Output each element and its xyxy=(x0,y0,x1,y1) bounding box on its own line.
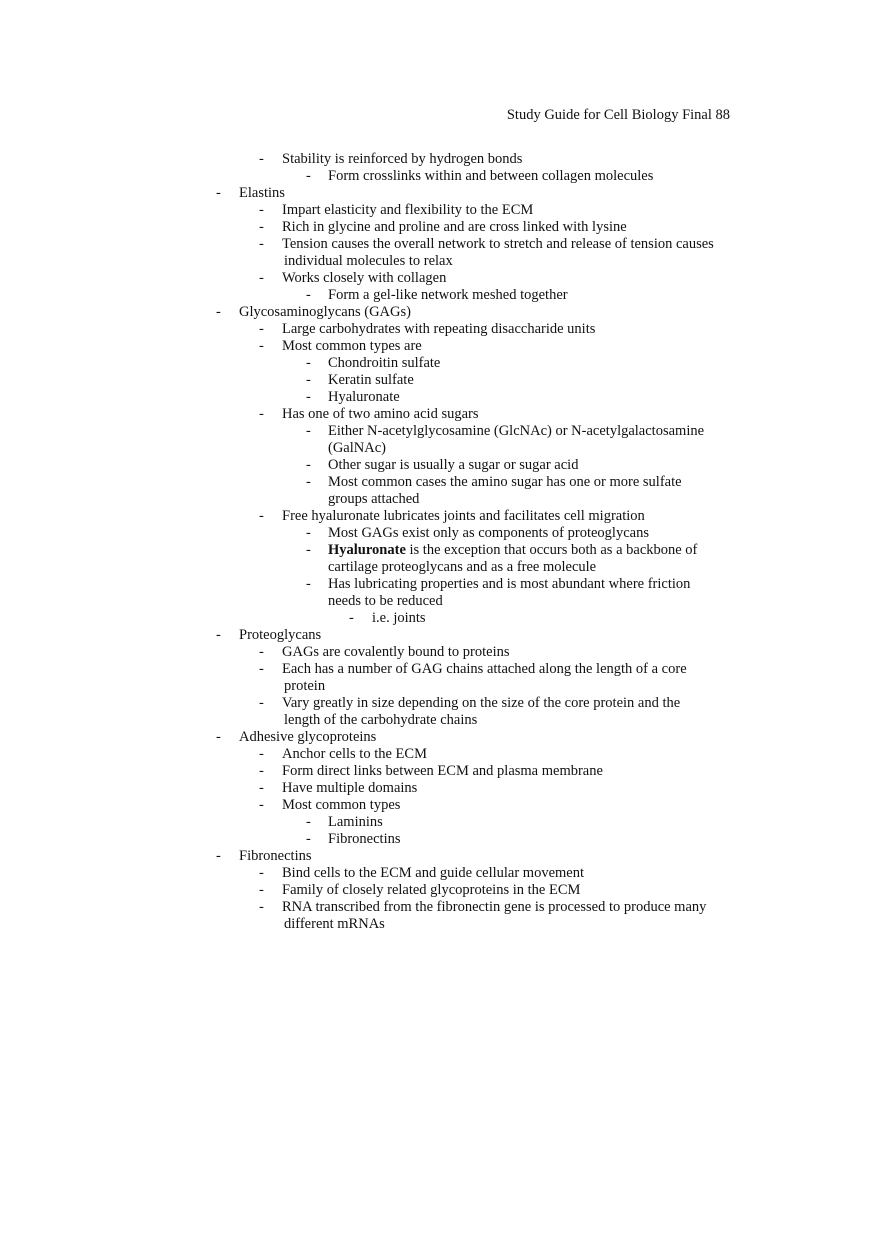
outline-item xyxy=(0,797,880,814)
outline-text: Most common cases the amino sugar has one or more sulfate xyxy=(328,474,682,490)
bullet-dash: - xyxy=(259,338,264,354)
outline-list xyxy=(0,151,880,933)
outline-text: Has one of two amino acid sugars xyxy=(282,406,479,422)
bullet-dash: - xyxy=(259,695,264,711)
outline-text: Fibronectins xyxy=(328,831,401,847)
outline-text: groups attached xyxy=(328,491,420,507)
outline-text: Bind cells to the ECM and guide cellular movement xyxy=(282,865,585,881)
outline-text: Hyaluronate xyxy=(328,389,400,405)
bullet-dash: - xyxy=(306,457,311,473)
outline-text: Family of closely related glycoproteins in the ECM xyxy=(282,882,581,898)
outline-text: Most common types xyxy=(282,797,401,813)
bullet-dash: - xyxy=(259,882,264,898)
outline-item xyxy=(0,321,880,338)
outline-item xyxy=(0,406,880,423)
outline-text: Each has a number of GAG chains attached along the length of a core xyxy=(282,661,687,677)
outline-text: protein xyxy=(284,678,326,694)
outline-item xyxy=(0,270,880,287)
bullet-dash: - xyxy=(259,899,264,915)
outline-text: Most GAGs exist only as components of proteoglycans xyxy=(328,525,649,541)
outline-item xyxy=(0,508,880,525)
outline-text: different mRNAs xyxy=(284,916,385,932)
outline-text: Most common types are xyxy=(282,338,422,354)
bullet-dash: - xyxy=(259,797,264,813)
outline-text: length of the carbohydrate chains xyxy=(284,712,478,728)
outline-item xyxy=(0,185,880,202)
outline-text: Rich in glycine and proline and are cross linked with lysine xyxy=(282,219,627,235)
outline-text: Other sugar is usually a sugar or sugar acid xyxy=(328,457,579,473)
outline-text: RNA transcribed from the fibronectin gene is processed to produce many xyxy=(282,899,707,915)
bullet-dash: - xyxy=(259,321,264,337)
outline-continuation-line xyxy=(0,491,880,508)
page-header: Study Guide for Cell Biology Final 88 xyxy=(506,107,730,123)
bullet-dash: - xyxy=(306,831,311,847)
bold-term: Hyaluronate xyxy=(328,542,406,558)
outline-text: i.e. joints xyxy=(372,610,426,626)
outline-text: Large carbohydrates with repeating disaccharide units xyxy=(282,321,596,337)
outline-item xyxy=(0,882,880,899)
outline-text: Free hyaluronate lubricates joints and facilitates cell migration xyxy=(282,508,645,524)
bullet-dash: - xyxy=(306,474,311,490)
outline-item xyxy=(0,831,880,848)
outline-text: needs to be reduced xyxy=(328,593,443,609)
bullet-dash: - xyxy=(216,848,221,864)
outline-item xyxy=(0,372,880,389)
bullet-dash: - xyxy=(259,865,264,881)
outline-item xyxy=(0,219,880,236)
outline-continuation-line xyxy=(0,712,880,729)
outline-item xyxy=(0,865,880,882)
outline-continuation-line xyxy=(0,440,880,457)
bullet-dash: - xyxy=(216,185,221,201)
outline-text: Proteoglycans xyxy=(239,627,322,643)
bullet-dash: - xyxy=(259,763,264,779)
outline-item xyxy=(0,576,880,593)
bullet-dash: - xyxy=(259,219,264,235)
bullet-dash: - xyxy=(259,202,264,218)
outline-text: Form crosslinks within and between collagen molecules xyxy=(328,168,654,184)
outline-item xyxy=(0,168,880,185)
bullet-dash: - xyxy=(306,372,311,388)
bullet-dash: - xyxy=(259,151,264,167)
outline-item xyxy=(0,389,880,406)
bullet-dash: - xyxy=(259,644,264,660)
outline-item xyxy=(0,355,880,372)
outline-text: Glycosaminoglycans (GAGs) xyxy=(239,304,411,320)
bullet-dash: - xyxy=(349,610,354,626)
outline-item xyxy=(0,610,880,627)
outline-continuation-line xyxy=(0,559,880,576)
bullet-dash: - xyxy=(259,780,264,796)
outline-text: Anchor cells to the ECM xyxy=(282,746,427,762)
outline-item xyxy=(0,423,880,440)
outline-item xyxy=(0,746,880,763)
outline-continuation-line xyxy=(0,593,880,610)
outline-item xyxy=(0,729,880,746)
bullet-dash: - xyxy=(306,355,311,371)
outline-item xyxy=(0,236,880,253)
outline-text: Has lubricating properties and is most abundant where friction xyxy=(328,576,691,592)
outline-item xyxy=(0,627,880,644)
outline-text: Have multiple domains xyxy=(282,780,418,796)
outline-text: Stability is reinforced by hydrogen bonds xyxy=(282,151,523,167)
outline-item xyxy=(0,661,880,678)
outline-item xyxy=(0,542,880,559)
bullet-dash: - xyxy=(306,168,311,184)
outline-item xyxy=(0,202,880,219)
outline-item xyxy=(0,338,880,355)
outline-text: Fibronectins xyxy=(239,848,312,864)
outline-text: individual molecules to relax xyxy=(284,253,453,269)
outline-item xyxy=(0,457,880,474)
bullet-dash: - xyxy=(306,576,311,592)
outline-item xyxy=(0,304,880,321)
outline-text: Laminins xyxy=(328,814,383,830)
bullet-dash: - xyxy=(306,525,311,541)
outline-item xyxy=(0,848,880,865)
bullet-dash: - xyxy=(259,661,264,677)
bullet-dash: - xyxy=(259,236,264,252)
outline-item xyxy=(0,525,880,542)
outline-item xyxy=(0,474,880,491)
outline-continuation-line xyxy=(0,916,880,933)
outline-item xyxy=(0,644,880,661)
bullet-dash: - xyxy=(306,287,311,303)
bullet-dash: - xyxy=(216,627,221,643)
outline-text: cartilage proteoglycans and as a free molecule xyxy=(328,559,597,575)
outline-item xyxy=(0,763,880,780)
outline-text: Form a gel-like network meshed together xyxy=(328,287,568,303)
outline-text: Chondroitin sulfate xyxy=(328,355,441,371)
bullet-dash: - xyxy=(216,304,221,320)
bullet-dash: - xyxy=(306,814,311,830)
outline-text: Adhesive glycoproteins xyxy=(239,729,377,745)
bullet-dash: - xyxy=(216,729,221,745)
outline-text: Form direct links between ECM and plasma membrane xyxy=(282,763,603,779)
outline-text: Elastins xyxy=(239,185,285,201)
outline-text: (GalNAc) xyxy=(328,440,386,456)
outline-text: Vary greatly in size depending on the size of the core protein and the xyxy=(282,695,681,711)
outline-item xyxy=(0,695,880,712)
outline-text: Tension causes the overall network to stretch and release of tension causes xyxy=(282,236,714,252)
bullet-dash: - xyxy=(259,406,264,422)
outline-text: GAGs are covalently bound to proteins xyxy=(282,644,510,660)
outline-item xyxy=(0,287,880,304)
bullet-dash: - xyxy=(306,542,311,558)
outline-continuation-line xyxy=(0,678,880,695)
outline-item xyxy=(0,151,880,168)
bullet-dash: - xyxy=(259,746,264,762)
bullet-dash: - xyxy=(306,423,311,439)
outline-item xyxy=(0,899,880,916)
outline-item xyxy=(0,814,880,831)
outline-text: Keratin sulfate xyxy=(328,372,414,388)
outline-text: Impart elasticity and flexibility to the ECM xyxy=(282,202,534,218)
bullet-dash: - xyxy=(306,389,311,405)
outline-text: Hyaluronate is the exception that occurs both as a backbone of xyxy=(328,542,698,558)
outline-text: Either N-acetylglycosamine (GlcNAc) or N-acetylgalactosamine xyxy=(328,423,705,439)
bullet-dash: - xyxy=(259,508,264,524)
outline-item xyxy=(0,780,880,797)
bullet-dash: - xyxy=(259,270,264,286)
outline-text: Works closely with collagen xyxy=(282,270,447,286)
outline-continuation-line xyxy=(0,253,880,270)
